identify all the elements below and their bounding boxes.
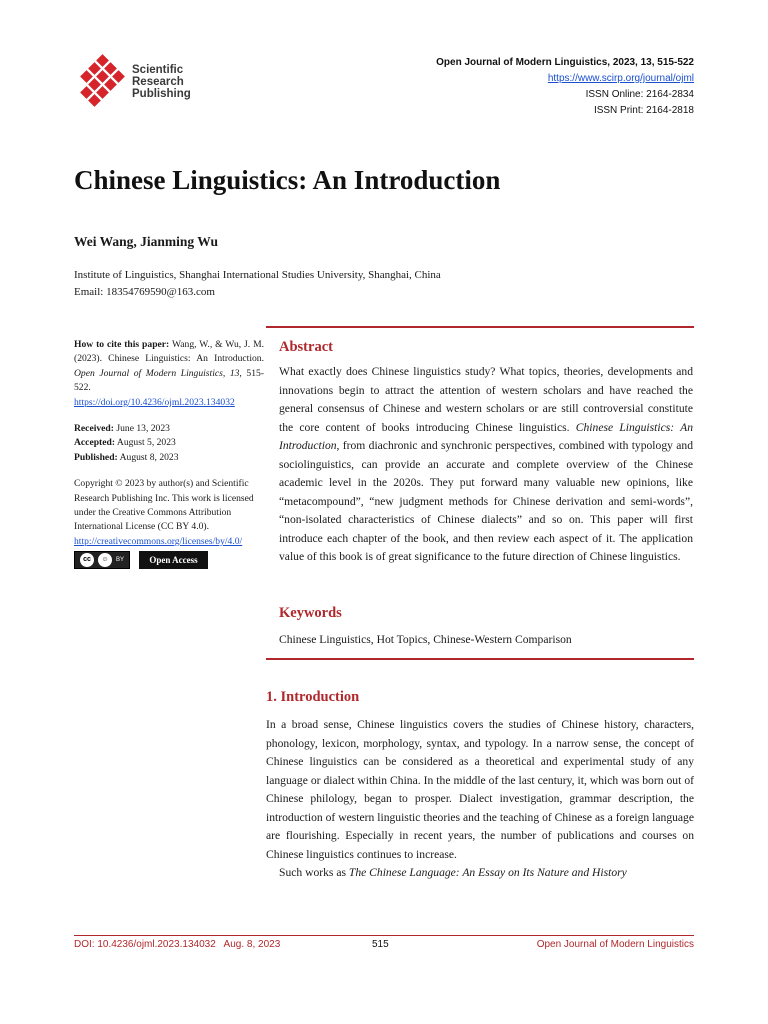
affiliation: Institute of Linguistics, Shanghai International Studies University, Shanghai, China [74, 269, 441, 281]
keywords-text: Chinese Linguistics, Hot Topics, Chinese-Western Comparison [279, 633, 572, 646]
intro-paragraph-2: Such works as The Chinese Language: An Essay on Its Nature and History [279, 866, 627, 879]
issn-online: ISSN Online: 2164-2834 [585, 89, 694, 100]
license-link[interactable]: http://creativecommons.org/licenses/by/4.0/ [74, 535, 243, 547]
received-date: June 13, 2023 [116, 423, 170, 435]
publisher-logo [76, 54, 206, 114]
copyright-block [74, 477, 264, 549]
sidebar [74, 338, 264, 569]
book-title: Chinese Linguistics: An Introduction [279, 420, 693, 452]
keywords-bottom-rule [266, 658, 694, 660]
dates-block: Received: June 13, 2023 Accepted: August 5, 2023 Published: August 8, 2023 [74, 423, 179, 463]
paper-authors: Wei Wang, Jianming Wu [74, 234, 219, 249]
doi-link[interactable]: https://doi.org/10.4236/ojml.2023.134032 [74, 396, 235, 408]
journal-citation: Open Journal of Modern Linguistics, 2023, 13, 515-522 [436, 57, 694, 68]
keywords-heading: Keywords [279, 605, 342, 621]
author-email: Email: 18354769590@163.com [74, 286, 215, 298]
publisher-logo-icon [76, 54, 132, 110]
affiliation-block [74, 267, 441, 301]
footer-rule [74, 935, 694, 936]
cite-label: How to cite this paper: [74, 339, 170, 350]
publisher-name: Scientific Research Publishing [132, 64, 191, 100]
citation-block: How to cite this paper: Wang, W., & Wu, J. M. (2023). Chinese Linguistics: An Introduction. Open Journal of Modern Linguistics, 13, 515-522. https://doi.org/10.4236/ojml.2023.134032 [74, 339, 265, 408]
footer-journal-name: Open Journal of Modern Linguistics [536, 939, 694, 950]
introduction-heading: 1. Introduction [266, 689, 360, 705]
abstract-top-rule [266, 326, 694, 328]
footer-doi: DOI: 10.4236/ojml.2023.134032 Aug. 8, 2023 [74, 939, 281, 950]
intro-paragraph-1: In a broad sense, Chinese linguistics covers the studies of Chinese history, characters, phonology, lexicon, morphology, syntax, and typology. In a narrow sense, the concept of Chinese linguistics can be considered as a theoretical and experimental study of any language or dialect within China. In the middle of the last century, it, which was born out of Chinese philology, began to prosper. Dialect investigation, grammar description, the introduction of western linguistic theories and the teaching of Chinese as a foreign language are flourishing. Especially in recent years, the number of publications and courses on Chinese linguistics continues to increase. [266, 718, 694, 861]
page-number: 515 [372, 939, 389, 950]
cc-icon: cc [80, 553, 94, 567]
abstract-text: What exactly does Chinese linguistics study? What topics, theories, developments and innovations begin to attract the attention of western scholars and have reached the general consensus of Chinese and western scholars or are still controversial constitute the core content of books introducing Chinese linguistics. Chinese Linguistics: An Introduction, from diachronic and synchronic perspectives, combined with typology and sociolinguistics, can provide an accurate and complete overview of the Chinese academic level in the 2020s. They put forward many valuable new opinions, like “metacompound”, “new judgment methods for Chinese derivation and semi-words”, “non-isolated characteristics of Chinese dialects” and so on. This paper will first introduce each chapter of the book, and then review each aspect of it. The application value of this book is of great significance to the future direction of Chinese linguistics. [279, 365, 693, 563]
issn-print: ISSN Print: 2164-2818 [593, 105, 694, 116]
published-date: August 8, 2023 [119, 451, 179, 463]
journal-url-link[interactable]: https://www.scirp.org/journal/ojml [547, 73, 694, 84]
cc-by-badge[interactable]: cc ☺ BY [74, 551, 130, 569]
open-access-badge[interactable]: Open Access [139, 551, 208, 569]
license-badges [74, 551, 264, 569]
journal-info [436, 55, 694, 119]
paper-title: Chinese Linguistics: An Introduction [74, 165, 501, 195]
accepted-date: August 5, 2023 [116, 437, 176, 449]
abstract-heading: Abstract [279, 339, 333, 355]
introduction-text [266, 716, 694, 883]
copyright-text: Copyright © 2023 by author(s) and Scientific Research Publishing Inc. This work is licensed under the Creative Commons Attribution International License (CC BY 4.0). [74, 478, 254, 533]
attribution-icon: ☺ [98, 553, 112, 567]
